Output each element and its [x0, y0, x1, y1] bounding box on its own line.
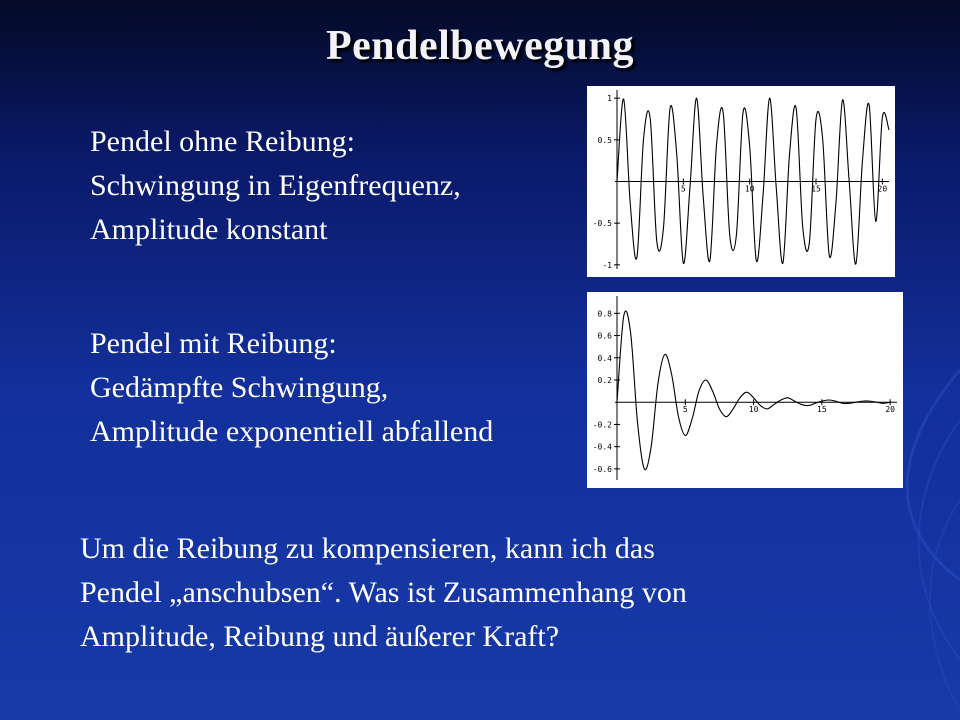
text-block-no-friction — [90, 120, 461, 252]
undamped-oscillation-svg — [587, 86, 895, 277]
page-title: Pendelbewegung — [325, 23, 634, 69]
y-tick-label: 0.8 — [597, 309, 612, 319]
text-line: Amplitude exponentiell abfallend — [90, 415, 494, 448]
text-line: Gedämpfte Schwingung, — [90, 371, 389, 404]
x-tick-label: 10 — [744, 184, 755, 194]
y-tick-label: -0.6 — [592, 464, 612, 474]
text-line: Amplitude, Reibung und äußerer Kraft? — [80, 620, 560, 653]
x-tick-label: 20 — [885, 405, 895, 415]
y-tick-label: 0.5 — [597, 135, 612, 145]
x-tick-label: 5 — [682, 405, 688, 415]
y-tick-label: -0.5 — [592, 219, 612, 229]
y-tick-label: 0.2 — [597, 376, 612, 385]
y-tick-label: 1 — [607, 94, 612, 104]
y-tick-label: -0.2 — [592, 420, 612, 430]
x-tick-label: 20 — [877, 184, 888, 194]
damped-oscillation-plot — [587, 292, 903, 488]
text-block-question — [80, 527, 687, 659]
text-line: Schwingung in Eigenfrequenz, — [90, 169, 461, 202]
text-line: Pendel ohne Reibung: — [90, 125, 355, 158]
text-line: Um die Reibung zu kompensieren, kann ich das — [80, 532, 655, 565]
x-tick-label: 10 — [748, 405, 759, 415]
x-tick-label: 15 — [811, 184, 821, 194]
y-tick-label: 0.6 — [597, 331, 612, 341]
text-block-with-friction — [90, 322, 493, 454]
y-tick-label: 0.4 — [597, 353, 612, 363]
y-tick-label: -0.4 — [592, 442, 612, 452]
x-tick-label: 15 — [817, 405, 827, 415]
damped-oscillation-svg — [587, 292, 903, 488]
y-tick-label: -1 — [602, 260, 612, 270]
series-line — [617, 311, 890, 470]
text-line: Pendel „anschubsen“. Was ist Zusammenhang von — [80, 576, 687, 609]
text-line: Pendel mit Reibung: — [90, 327, 337, 360]
undamped-oscillation-plot — [587, 86, 895, 277]
x-tick-label: 5 — [680, 184, 686, 194]
text-line: Amplitude konstant — [90, 213, 328, 246]
